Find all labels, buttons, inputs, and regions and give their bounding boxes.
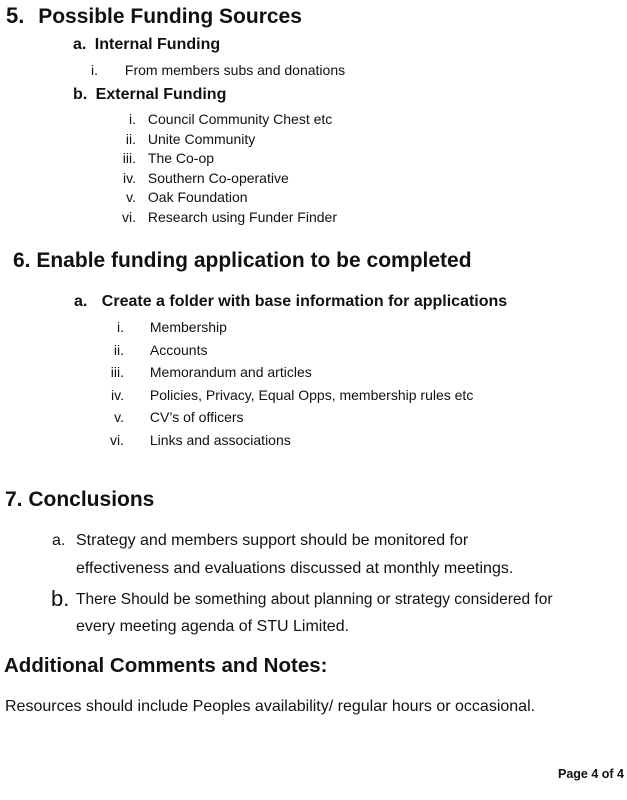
section-5-heading xyxy=(6,3,302,29)
list-item: iv. Southern Co-operative xyxy=(123,170,289,186)
conclusion-b-line2: every meeting agenda of STU Limited. xyxy=(76,618,350,635)
list-item: iii. Memorandum and articles xyxy=(110,364,312,380)
folder-letter: a. xyxy=(74,293,88,310)
list-item: i. Membership xyxy=(117,319,227,335)
list-item: vi. Links and associations xyxy=(110,432,291,448)
page-number: Page 4 of 4 xyxy=(558,767,624,781)
section-5-title: Possible Funding Sources xyxy=(38,5,302,28)
list-item: v. CV’s of officers xyxy=(114,409,244,425)
conclusion-a-letter: a. xyxy=(52,532,66,549)
folder-heading xyxy=(74,293,507,311)
conclusion-b-letter: b. xyxy=(51,586,70,611)
folder-title: Create a folder with base information for applications xyxy=(101,293,508,310)
section-7-heading: 7. Conclusions xyxy=(5,488,155,511)
list-item: iii. The Co-op xyxy=(122,150,215,166)
external-funding-letter: b. xyxy=(73,86,88,103)
list-item: ii. Unite Community xyxy=(125,131,256,147)
list-item: iv. Policies, Privacy, Equal Opps, membership rules etc xyxy=(111,387,474,403)
list-item: ii. Accounts xyxy=(113,342,208,358)
conclusion-a-line2: effectiveness and evaluations discussed at monthly meetings. xyxy=(76,560,514,577)
internal-funding-heading xyxy=(73,36,220,54)
comments-text: Resources should include Peoples availability/ regular hours or occasional. xyxy=(5,698,536,715)
conclusion-a-line1: Strategy and members support should be monitored for xyxy=(76,532,469,549)
internal-funding-letter: a. xyxy=(73,36,87,53)
external-funding-title: External Funding xyxy=(95,86,227,103)
internal-funding-title: Internal Funding xyxy=(94,36,221,53)
comments-heading: Additional Comments and Notes: xyxy=(4,654,328,677)
list-item: v. Oak Foundation xyxy=(126,189,248,205)
section-6-heading: 6. Enable funding application to be completed xyxy=(13,249,472,272)
conclusion-b-line1: There Should be something about planning or strategy considered for xyxy=(76,591,553,608)
list-item: i. Council Community Chest etc xyxy=(129,111,333,127)
list-item: vi. Research using Funder Finder xyxy=(122,209,337,225)
section-5-number: 5. xyxy=(6,3,25,28)
external-funding-heading xyxy=(73,86,226,104)
list-item: i. From members subs and donations xyxy=(91,62,346,78)
